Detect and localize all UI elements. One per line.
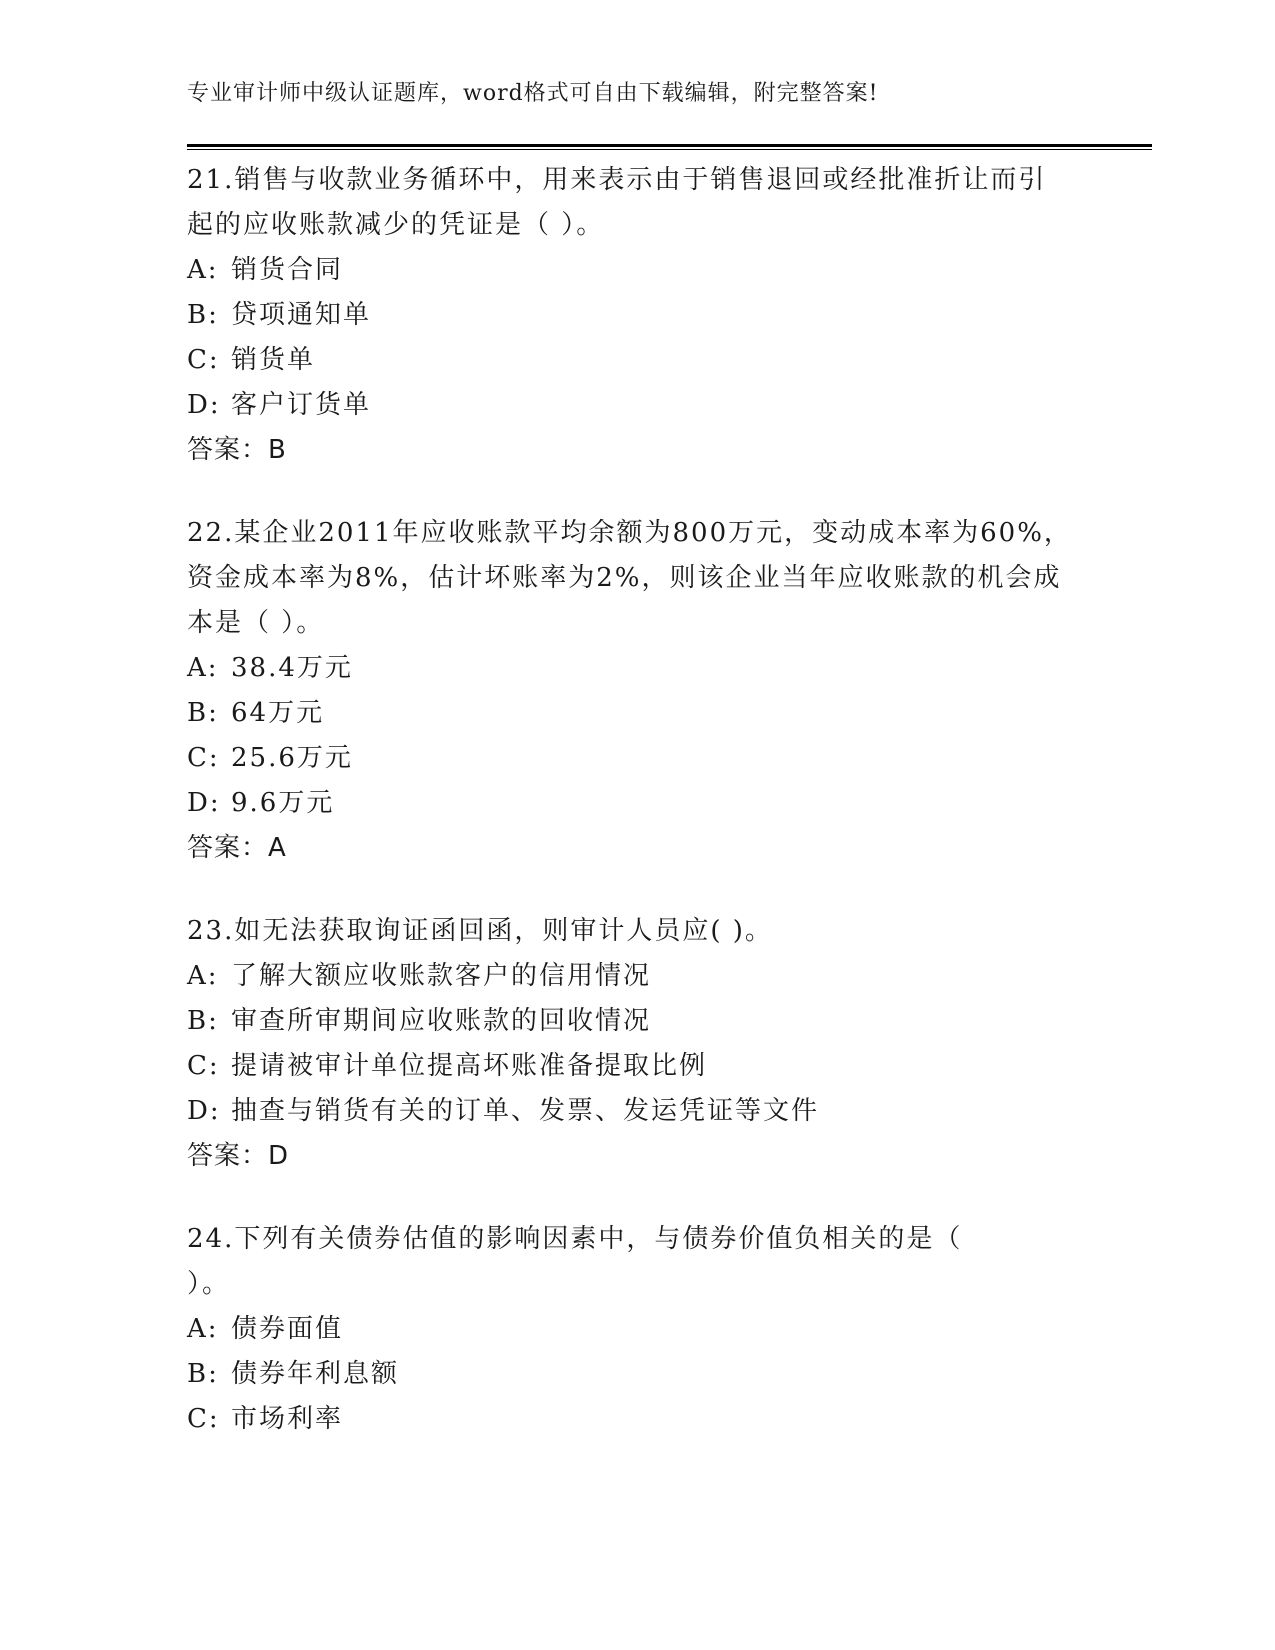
question-stem-line: 本是（ ）。 xyxy=(187,608,325,638)
option-a xyxy=(187,1307,1087,1352)
question-stem-line: ）。 xyxy=(187,1269,231,1299)
option-text: 9.6万元 xyxy=(231,788,335,818)
option-a xyxy=(187,646,1087,691)
question-stem-line: 23.如无法获取询证函回函，则审计人员应( )。 xyxy=(187,916,773,946)
option-c xyxy=(187,338,1087,383)
option-b xyxy=(187,293,1087,338)
option-text: 债券面值 xyxy=(231,1314,344,1344)
option-letter: B: xyxy=(187,300,219,330)
question-23 xyxy=(187,909,1087,1179)
option-d xyxy=(187,383,1087,428)
option-text: 客户订货单 xyxy=(231,390,372,420)
option-letter: A: xyxy=(187,653,219,683)
option-letter: C: xyxy=(187,1051,220,1081)
option-c xyxy=(187,736,1087,781)
option-b xyxy=(187,999,1087,1044)
option-a xyxy=(187,248,1087,293)
option-text: 了解大额应收账款客户的信用情况 xyxy=(231,961,652,991)
option-letter: D: xyxy=(187,390,221,420)
option-text: 提请被审计单位提高坏账准备提取比例 xyxy=(231,1051,708,1081)
header-rule-thick xyxy=(187,144,1152,147)
option-text: 市场利率 xyxy=(231,1404,344,1434)
option-text: 64万元 xyxy=(231,698,325,728)
question-stem-line: 起的应收账款减少的凭证是（ ）。 xyxy=(187,210,605,240)
option-letter: D: xyxy=(187,1096,221,1126)
option-b xyxy=(187,1352,1087,1397)
option-text: 抽查与销货有关的订单、发票、发运凭证等文件 xyxy=(231,1096,820,1126)
question-list xyxy=(187,158,1087,1480)
question-stem-line: 22.某企业2011年应收账款平均余额为800万元，变动成本率为60%， xyxy=(187,518,1072,548)
answer-line: 答案：A xyxy=(187,833,287,863)
option-letter: C: xyxy=(187,345,220,375)
option-c xyxy=(187,1397,1087,1442)
option-d xyxy=(187,781,1087,826)
option-letter: C: xyxy=(187,1404,220,1434)
option-letter: B: xyxy=(187,1006,219,1036)
option-letter: C: xyxy=(187,743,220,773)
question-21 xyxy=(187,158,1087,473)
option-text: 销货单 xyxy=(231,345,316,375)
option-c xyxy=(187,1044,1087,1089)
document-header: 专业审计师中级认证题库，word格式可自由下载编辑，附完整答案! xyxy=(187,81,879,106)
option-letter: A: xyxy=(187,961,219,991)
option-b xyxy=(187,691,1087,736)
option-text: 债券年利息额 xyxy=(231,1359,400,1389)
answer-line: 答案：D xyxy=(187,1141,290,1171)
question-stem-line: 24.下列有关债券估值的影响因素中，与债券价值负相关的是（ xyxy=(187,1224,963,1254)
option-letter: D: xyxy=(187,788,221,818)
option-text: 38.4万元 xyxy=(231,653,353,683)
header-rule-thin xyxy=(187,149,1152,150)
question-22 xyxy=(187,511,1087,871)
option-text: 贷项通知单 xyxy=(231,300,372,330)
question-stem-line: 21.销售与收款业务循环中，用来表示由于销售退回或经批准折让而引 xyxy=(187,165,1047,195)
question-stem-line: 资金成本率为8%，估计坏账率为2%，则该企业当年应收账款的机会成 xyxy=(187,563,1062,593)
option-text: 销货合同 xyxy=(231,255,344,285)
option-letter: B: xyxy=(187,1359,219,1389)
option-letter: A: xyxy=(187,255,219,285)
option-a xyxy=(187,954,1087,999)
option-letter: B: xyxy=(187,698,219,728)
question-24 xyxy=(187,1217,1087,1442)
answer-line: 答案：B xyxy=(187,435,287,465)
option-letter: A: xyxy=(187,1314,219,1344)
option-text: 25.6万元 xyxy=(231,743,353,773)
option-text: 审查所审期间应收账款的回收情况 xyxy=(231,1006,652,1036)
option-d xyxy=(187,1089,1087,1134)
